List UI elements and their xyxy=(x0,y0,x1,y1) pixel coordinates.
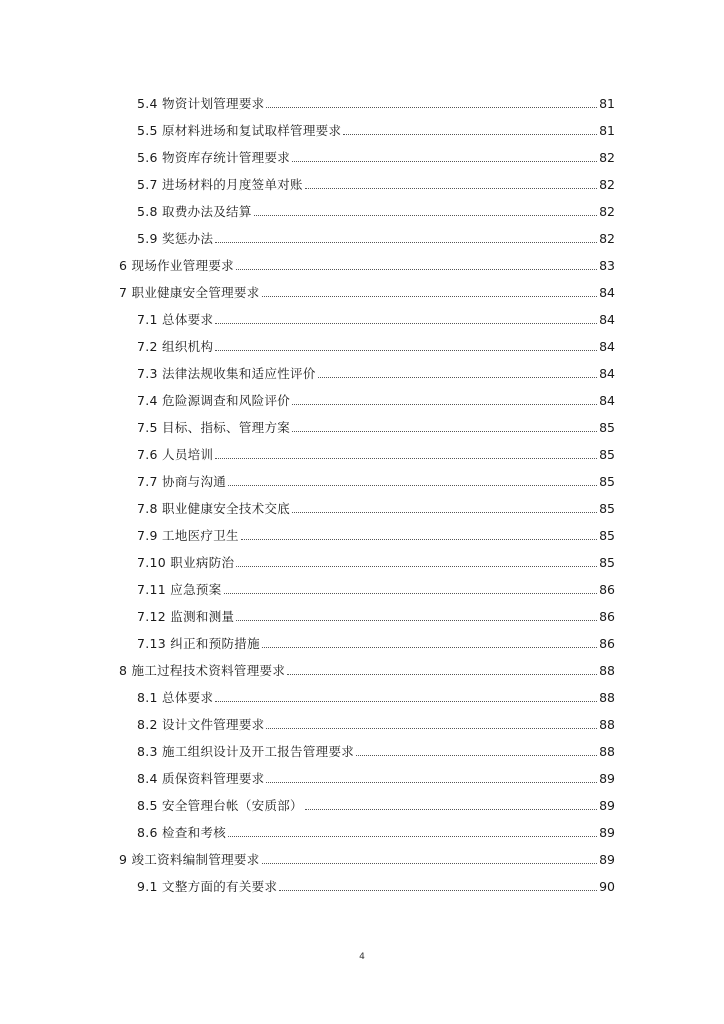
toc-entry[interactable] xyxy=(137,790,615,814)
toc-dot-leader xyxy=(215,458,597,459)
toc-entry[interactable] xyxy=(137,493,615,517)
toc-entry-title: 7.11 应急预案 xyxy=(137,582,222,597)
toc-dot-leader xyxy=(241,539,597,540)
toc-dot-leader xyxy=(262,863,597,864)
toc-entry-title: 7.7 协商与沟通 xyxy=(137,474,227,489)
toc-entry-page-number: 84 xyxy=(599,312,615,327)
toc-entry-title: 5.7 进场材料的月度签单对账 xyxy=(137,177,303,192)
toc-entry[interactable] xyxy=(137,439,615,463)
toc-entry[interactable] xyxy=(137,574,615,598)
toc-dot-leader xyxy=(215,350,597,351)
toc-entry-page-number: 85 xyxy=(599,474,615,489)
toc-entry-title: 7.6 人员培训 xyxy=(137,447,214,462)
toc-entry-title: 5.5 原材料进场和复试取样管理要求 xyxy=(137,123,342,138)
toc-dot-leader xyxy=(305,809,597,810)
toc-entry-page-number: 82 xyxy=(599,150,615,165)
toc-entry[interactable] xyxy=(137,601,615,625)
toc-dot-leader xyxy=(254,215,597,216)
toc-entry-page-number: 84 xyxy=(599,339,615,354)
toc-entry[interactable] xyxy=(137,871,615,895)
toc-entry[interactable] xyxy=(137,196,615,220)
toc-entry-page-number: 86 xyxy=(599,609,615,624)
toc-entry-title: 7.8 职业健康安全技术交底 xyxy=(137,501,291,516)
toc-entry-title: 7.9 工地医疗卫生 xyxy=(137,528,239,543)
toc-entry-title: 5.4 物资计划管理要求 xyxy=(137,96,265,111)
toc-dot-leader xyxy=(356,755,597,756)
toc-dot-leader xyxy=(224,593,597,594)
toc-entry-page-number: 88 xyxy=(599,744,615,759)
toc-entry[interactable] xyxy=(137,223,615,247)
toc-dot-leader xyxy=(215,323,597,324)
toc-dot-leader xyxy=(318,377,597,378)
toc-entry[interactable] xyxy=(137,628,615,652)
toc-dot-leader xyxy=(215,242,597,243)
toc-dot-leader xyxy=(262,296,597,297)
toc-dot-leader xyxy=(262,647,597,648)
toc-entry-page-number: 90 xyxy=(599,879,615,894)
toc-entry-title: 9.1 文整方面的有关要求 xyxy=(137,879,278,894)
toc-entry-page-number: 88 xyxy=(599,690,615,705)
toc-dot-leader xyxy=(292,431,597,432)
toc-entry-title: 6 现场作业管理要求 xyxy=(119,258,234,273)
toc-entry-page-number: 89 xyxy=(599,825,615,840)
toc-entry-title: 8.1 总体要求 xyxy=(137,690,214,705)
toc-entry-page-number: 85 xyxy=(599,501,615,516)
toc-entry-page-number: 88 xyxy=(599,663,615,678)
toc-entry-page-number: 84 xyxy=(599,285,615,300)
toc-entry[interactable] xyxy=(137,520,615,544)
toc-entry-title: 7.13 纠正和预防措施 xyxy=(137,636,260,651)
toc-entry-page-number: 89 xyxy=(599,771,615,786)
toc-entry-page-number: 84 xyxy=(599,366,615,381)
toc-entry[interactable] xyxy=(119,277,615,301)
toc-entry-title: 8.3 施工组织设计及开工报告管理要求 xyxy=(137,744,355,759)
page-number: 4 xyxy=(359,952,365,962)
toc-entry-title: 7.12 监测和测量 xyxy=(137,609,235,624)
toc-entry-title: 5.9 奖惩办法 xyxy=(137,231,214,246)
toc-entry-title: 8 施工过程技术资料管理要求 xyxy=(119,663,286,678)
toc-entry[interactable] xyxy=(137,547,615,571)
toc-entry[interactable] xyxy=(137,385,615,409)
toc-entry[interactable] xyxy=(137,88,615,112)
toc-entry-title: 7.5 目标、指标、管理方案 xyxy=(137,420,291,435)
toc-dot-leader xyxy=(266,782,597,783)
toc-entry-page-number: 86 xyxy=(599,636,615,651)
toc-dot-leader xyxy=(292,512,597,513)
toc-entry-title: 5.8 取费办法及结算 xyxy=(137,204,252,219)
toc-entry-page-number: 84 xyxy=(599,393,615,408)
toc-entry-title: 9 竣工资料编制管理要求 xyxy=(119,852,260,867)
toc-entry[interactable] xyxy=(137,466,615,490)
toc-dot-leader xyxy=(228,485,597,486)
toc-dot-leader xyxy=(228,836,597,837)
toc-entry[interactable] xyxy=(137,358,615,382)
toc-entry-title: 7.4 危险源调查和风险评价 xyxy=(137,393,291,408)
toc-entry[interactable] xyxy=(137,169,615,193)
toc-entry-title: 7 职业健康安全管理要求 xyxy=(119,285,260,300)
toc-entry-page-number: 89 xyxy=(599,852,615,867)
toc-dot-leader xyxy=(343,134,597,135)
toc-entry[interactable] xyxy=(137,817,615,841)
toc-entry-title: 5.6 物资库存统计管理要求 xyxy=(137,150,291,165)
toc-entry-page-number: 82 xyxy=(599,204,615,219)
toc-dot-leader xyxy=(236,566,597,567)
toc-entry-title: 7.2 组织机构 xyxy=(137,339,214,354)
toc-entry[interactable] xyxy=(137,142,615,166)
toc-dot-leader xyxy=(292,404,597,405)
toc-entry-page-number: 82 xyxy=(599,231,615,246)
toc-dot-leader xyxy=(292,161,597,162)
toc-entry[interactable] xyxy=(137,709,615,733)
toc-entry[interactable] xyxy=(119,655,615,679)
toc-entry[interactable] xyxy=(137,304,615,328)
toc-entry[interactable] xyxy=(119,250,615,274)
toc-dot-leader xyxy=(215,701,597,702)
toc-entry[interactable] xyxy=(137,763,615,787)
toc-entry-title: 8.6 检查和考核 xyxy=(137,825,227,840)
toc-dot-leader xyxy=(266,107,597,108)
toc-entry[interactable] xyxy=(137,115,615,139)
toc-entry-page-number: 81 xyxy=(599,123,615,138)
toc-entry-title: 8.4 质保资料管理要求 xyxy=(137,771,265,786)
toc-entry-page-number: 86 xyxy=(599,582,615,597)
toc-entry-page-number: 83 xyxy=(599,258,615,273)
toc-entry-title: 7.1 总体要求 xyxy=(137,312,214,327)
toc-dot-leader xyxy=(305,188,597,189)
toc-entry-page-number: 85 xyxy=(599,447,615,462)
toc-entry[interactable] xyxy=(137,682,615,706)
toc-entry-page-number: 85 xyxy=(599,555,615,570)
toc-entry[interactable] xyxy=(119,844,615,868)
toc-entry-title: 7.10 职业病防治 xyxy=(137,555,235,570)
toc-entry[interactable] xyxy=(137,331,615,355)
toc-dot-leader xyxy=(236,620,597,621)
toc-entry-title: 8.5 安全管理台帐（安质部） xyxy=(137,798,303,813)
toc-entry-title: 8.2 设计文件管理要求 xyxy=(137,717,265,732)
toc-entry-page-number: 88 xyxy=(599,717,615,732)
toc-dot-leader xyxy=(279,890,597,891)
toc-entry-page-number: 85 xyxy=(599,528,615,543)
toc-dot-leader xyxy=(287,674,597,675)
toc-entry-page-number: 81 xyxy=(599,96,615,111)
toc-entry-page-number: 89 xyxy=(599,798,615,813)
toc-entry[interactable] xyxy=(137,412,615,436)
toc-entry-page-number: 85 xyxy=(599,420,615,435)
toc-entry[interactable] xyxy=(137,736,615,760)
toc-dot-leader xyxy=(236,269,597,270)
toc-dot-leader xyxy=(266,728,597,729)
toc-entry-title: 7.3 法律法规收集和适应性评价 xyxy=(137,366,316,381)
toc-entry-page-number: 82 xyxy=(599,177,615,192)
